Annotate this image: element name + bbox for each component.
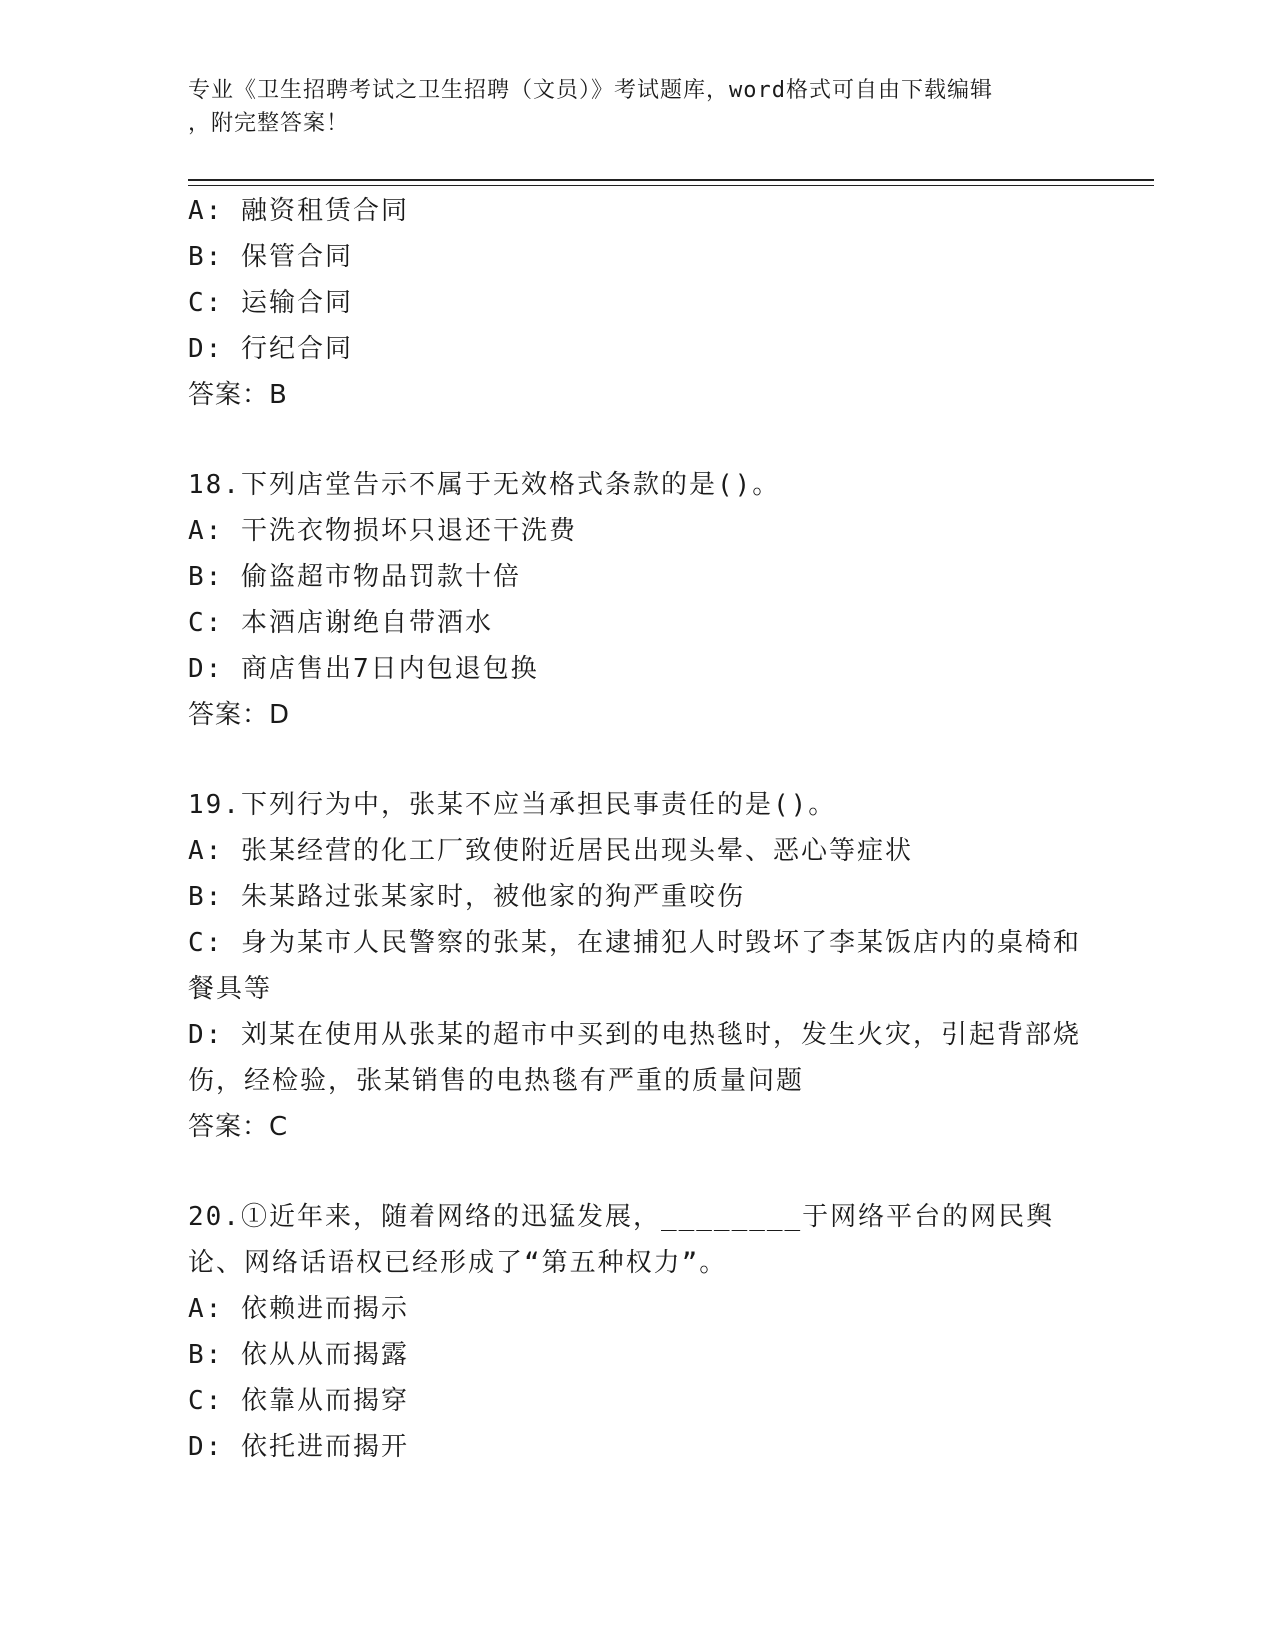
question-text: 19.下列行为中，张某不应当承担民事责任的是()。 <box>188 790 837 820</box>
answer: 答案：C <box>188 1112 289 1142</box>
option-c: C: 运输合同 <box>188 288 353 318</box>
option-c: C: 依靠从而揭穿 <box>188 1386 409 1416</box>
header-rule-thin <box>188 185 1154 186</box>
option-a: A: 干洗衣物损坏只退还干洗费 <box>188 516 577 546</box>
option-d: D: 行纪合同 <box>188 334 353 364</box>
option-b: B: 偷盗超市物品罚款十倍 <box>188 562 521 592</box>
document-header <box>188 74 1068 140</box>
question-20 <box>188 1194 1088 1470</box>
question-text: 18.下列店堂告示不属于无效格式条款的是()。 <box>188 470 781 500</box>
option-a: A: 融资租赁合同 <box>188 196 409 226</box>
option-b: B: 依从从而揭露 <box>188 1340 409 1370</box>
header-line-1: 专业《卫生招聘考试之卫生招聘（文员）》考试题库，word格式可自由下载编辑 <box>188 78 993 103</box>
question-list <box>188 188 1088 1470</box>
option-c: C: 本酒店谢绝自带酒水 <box>188 608 493 638</box>
question-18 <box>188 462 1088 738</box>
option-a: A: 依赖进而揭示 <box>188 1294 409 1324</box>
option-c: C: 身为某市人民警察的张某，在逮捕犯人时毁坏了李某饭店内的桌椅和餐具等 <box>188 928 1081 1004</box>
header-line-2: ，附完整答案！ <box>188 111 350 136</box>
option-b: B: 朱某路过张某家时，被他家的狗严重咬伤 <box>188 882 745 912</box>
answer: 答案：B <box>188 380 288 410</box>
question-17 <box>188 188 1088 418</box>
header-rule-thick <box>188 179 1154 181</box>
option-a: A: 张某经营的化工厂致使附近居民出现头晕、恶心等症状 <box>188 836 913 866</box>
option-b: B: 保管合同 <box>188 242 353 272</box>
question-19 <box>188 782 1088 1150</box>
option-d: D: 刘某在使用从张某的超市中买到的电热毯时，发生火灾，引起背部烧伤，经检验，张某销售的电热毯有严重的质量问题 <box>188 1020 1081 1096</box>
option-d: D: 商店售出7日内包退包换 <box>188 654 539 684</box>
answer: 答案：D <box>188 700 291 730</box>
option-d: D: 依托进而揭开 <box>188 1432 409 1462</box>
question-text: 20.①近年来，随着网络的迅猛发展，________于网络平台的网民舆论、网络话语权已经形成了“第五种权力”。 <box>188 1202 1055 1278</box>
